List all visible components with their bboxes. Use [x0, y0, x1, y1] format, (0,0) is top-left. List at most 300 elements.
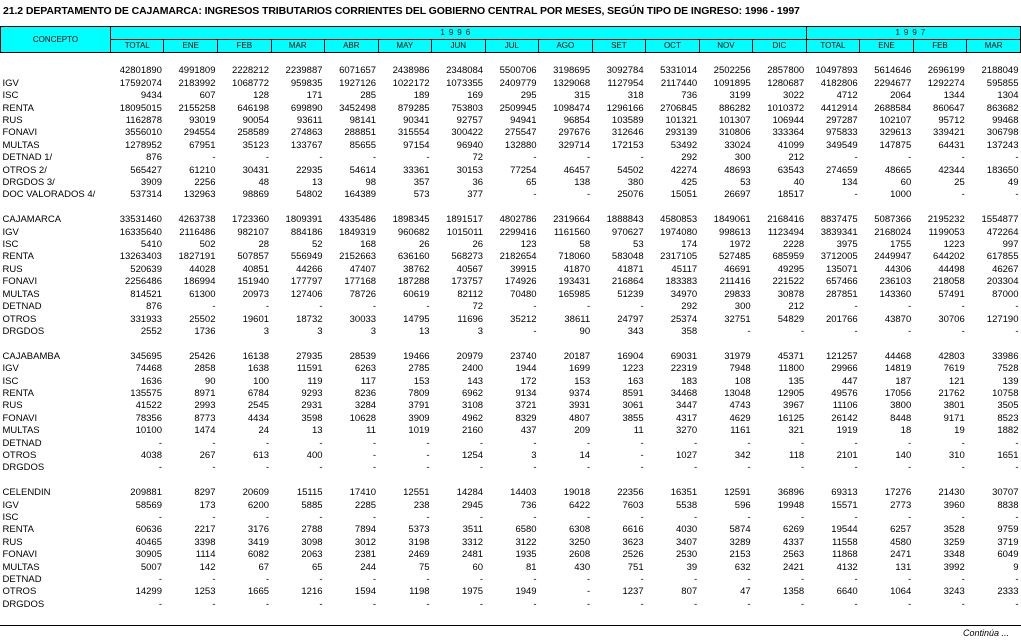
value-cell: - [854, 301, 858, 313]
table-row [1, 388, 1021, 400]
value-cell: - [908, 574, 912, 585]
value-cell: - [854, 598, 858, 610]
value-cell: - [533, 574, 537, 585]
value-cell: 9759 [997, 524, 1019, 536]
value-cell: 165985 [558, 288, 591, 300]
value-cell: 2116486 [179, 226, 216, 238]
value-cell: - [640, 437, 644, 449]
row-label: FONAVI [2, 276, 38, 288]
value-cell: 164389 [344, 189, 377, 201]
value-cell: 2064 [890, 90, 912, 102]
value-cell: - [747, 437, 751, 449]
value-cell: 2481 [461, 549, 484, 561]
value-cell: 3 [263, 325, 270, 337]
value-cell: 28539 [349, 350, 377, 362]
value-cell: 48693 [724, 164, 751, 176]
value-cell: 1665 [247, 586, 270, 598]
value-cell: 151940 [237, 276, 270, 288]
value-cell: - [908, 325, 912, 337]
value-cell: - [533, 437, 537, 449]
value-cell: 60636 [135, 524, 162, 536]
value-cell: - [158, 511, 162, 523]
table-row [1, 289, 1021, 301]
value-cell: 1010372 [767, 102, 805, 114]
row-label: CAJABAMBA [2, 350, 61, 362]
value-cell: - [693, 462, 698, 474]
value-cell: 6049 [997, 549, 1019, 561]
value-cell: 132880 [504, 139, 537, 151]
value-cell: 863682 [986, 102, 1019, 114]
value-cell: 8773 [194, 412, 216, 424]
row-label: RUS [2, 263, 23, 275]
row-label: ISC [2, 239, 19, 251]
value-cell: 4317 [676, 412, 698, 424]
value-cell: 22935 [296, 164, 323, 176]
value-cell: 43870 [884, 313, 912, 325]
value-cell: 3122 [515, 536, 537, 548]
value-cell: 65 [526, 177, 537, 189]
value-cell: - [426, 462, 430, 474]
value-cell: 8591 [622, 387, 644, 399]
value-cell: 93019 [189, 115, 216, 127]
value-cell: 751 [627, 561, 644, 573]
row-label: RUS [2, 536, 23, 548]
value-cell: 1064 [890, 586, 912, 598]
value-cell: 7603 [622, 499, 644, 511]
value-cell: 1223 [622, 363, 644, 375]
value-cell: 4038 [140, 449, 162, 461]
value-cell: 34468 [670, 387, 698, 399]
row-label: IGV [2, 499, 19, 511]
value-cell: - [319, 511, 323, 523]
value-cell: - [747, 598, 751, 610]
year-1997-label: 1997 [895, 28, 930, 37]
value-cell: 6308 [568, 524, 591, 536]
value-cell: 60619 [403, 288, 430, 300]
value-cell: 1638 [247, 363, 270, 375]
row-label: IGV [2, 77, 19, 89]
value-cell: 173757 [451, 276, 484, 288]
value-cell: 3198 [408, 536, 430, 548]
value-cell: 2294677 [874, 77, 912, 89]
value-cell: 1882 [997, 425, 1019, 437]
value-cell: - [640, 598, 644, 610]
value-cell: 1123494 [767, 226, 805, 238]
table-row [1, 574, 1021, 586]
value-cell: 186994 [183, 276, 216, 288]
table-row [1, 264, 1021, 276]
value-cell: 96940 [456, 139, 484, 151]
value-cell: 1636 [140, 375, 162, 387]
value-cell: 5007 [140, 561, 162, 573]
value-cell: 209881 [130, 487, 162, 499]
value-cell: - [640, 449, 644, 461]
value-cell: - [479, 574, 484, 585]
table-row [1, 351, 1021, 363]
month-header-1997: ENE [860, 40, 914, 53]
value-cell: 54614 [349, 164, 377, 176]
value-cell: 118 [789, 449, 805, 461]
value-cell: 41522 [135, 400, 162, 412]
value-cell: 520639 [130, 263, 162, 275]
value-cell: 168 [360, 239, 377, 251]
value-cell: 1292274 [927, 77, 965, 89]
value-cell: 3909 [140, 177, 162, 189]
value-cell: 329613 [879, 127, 912, 139]
value-cell: - [908, 511, 912, 523]
value-cell: 238 [413, 499, 430, 511]
value-cell: 3199 [729, 90, 751, 102]
value-cell: 975833 [826, 127, 858, 139]
value-cell: 15571 [831, 499, 858, 511]
value-cell: 19948 [777, 499, 805, 511]
table-row [1, 450, 1021, 462]
table-row [1, 127, 1021, 139]
value-cell: - [801, 325, 805, 337]
value-cell: 333364 [772, 127, 805, 139]
value-cell: 60 [472, 561, 484, 573]
value-cell: 22319 [670, 363, 698, 375]
value-cell: 90341 [403, 115, 430, 127]
value-cell: 2239887 [285, 65, 323, 77]
value-cell: 879285 [397, 102, 430, 114]
value-cell: 699890 [290, 102, 323, 114]
value-cell: 5885 [301, 499, 323, 511]
value-cell: - [801, 574, 805, 585]
value-cell: 9374 [568, 387, 591, 399]
value-cell: - [533, 325, 537, 337]
value-cell: 5874 [729, 524, 751, 536]
row-label: OTROS [2, 313, 37, 325]
value-cell: 49295 [777, 263, 805, 275]
table-row [1, 301, 1021, 313]
value-cell: 1827191 [178, 251, 216, 263]
value-cell: - [693, 437, 698, 449]
value-cell: 44498 [938, 263, 965, 275]
value-cell: 52 [311, 239, 323, 251]
value-cell: 72 [472, 301, 484, 313]
value-cell: 1296166 [606, 102, 644, 114]
month-header-1996: DIC [753, 40, 807, 53]
value-cell: 345695 [130, 350, 162, 362]
value-cell: 292 [681, 152, 698, 164]
value-cell: - [961, 152, 965, 164]
table-row [1, 115, 1021, 127]
value-cell: 2256486 [125, 276, 162, 288]
value-cell: - [908, 437, 912, 449]
value-cell: 437 [520, 425, 537, 437]
value-cell: 70480 [510, 288, 537, 300]
value-cell: - [1015, 325, 1019, 337]
value-cell: 74468 [135, 363, 162, 375]
value-cell: 3176 [247, 524, 270, 536]
value-cell: 221522 [772, 276, 805, 288]
value-cell: 53492 [670, 139, 698, 151]
value-cell: - [640, 462, 644, 474]
value-cell: - [801, 598, 805, 610]
value-cell: 5410 [140, 239, 162, 251]
value-cell: 507857 [237, 251, 270, 263]
value-cell: - [372, 301, 377, 313]
value-cell: 216864 [611, 276, 644, 288]
value-cell: 1975 [461, 586, 484, 598]
value-cell: 2785 [408, 363, 430, 375]
value-cell: 6580 [515, 524, 537, 536]
section-spacer [1, 53, 1021, 66]
value-cell: 11591 [296, 363, 323, 375]
value-cell: - [319, 152, 323, 164]
value-cell: 244 [360, 561, 377, 573]
value-cell: - [372, 152, 377, 164]
value-cell: - [265, 511, 270, 523]
value-cell: 17592074 [119, 77, 162, 89]
value-cell: 38611 [564, 313, 591, 325]
value-cell: 1027 [676, 449, 698, 461]
value-cell: 2438986 [392, 65, 430, 77]
value-cell: - [426, 301, 430, 313]
value-cell: - [533, 301, 537, 313]
value-cell: 595855 [986, 77, 1019, 89]
row-label: RENTA [2, 387, 34, 399]
value-cell: 35123 [242, 139, 270, 151]
value-cell: 18 [900, 425, 912, 437]
value-cell: 1198 [409, 586, 430, 598]
month-header-1996: MAY [378, 40, 432, 53]
value-cell: 128 [253, 90, 270, 102]
value-cell: 1888843 [606, 214, 644, 226]
row-label: DOC VALORADOS 4/ [2, 189, 96, 201]
value-cell: 90 [579, 325, 591, 337]
value-cell: 537314 [130, 189, 162, 201]
table-row [1, 314, 1021, 326]
value-cell: 8236 [354, 387, 377, 399]
section-spacer [1, 338, 1021, 350]
value-cell: 82112 [457, 288, 484, 300]
value-cell: 12551 [403, 487, 430, 499]
table-row [1, 90, 1021, 102]
table-row [1, 152, 1021, 164]
value-cell: 42803 [938, 350, 965, 362]
row-label: OTROS 2/ [2, 164, 47, 176]
value-cell: 3 [477, 325, 484, 337]
value-cell: 2160 [461, 425, 484, 437]
value-cell: 98869 [242, 189, 270, 201]
value-cell: 3598 [301, 412, 323, 424]
value-cell: 8971 [194, 387, 216, 399]
value-cell: 218058 [933, 276, 965, 288]
value-cell: 45371 [777, 350, 805, 362]
value-cell: 26 [418, 239, 430, 251]
value-cell: 19 [954, 425, 965, 437]
value-cell: 300422 [451, 127, 484, 139]
value-cell: 315554 [397, 127, 430, 139]
value-cell: 339421 [933, 127, 965, 139]
value-cell: - [372, 437, 377, 449]
row-label: OTROS [2, 586, 37, 598]
value-cell: 860647 [933, 102, 965, 114]
value-cell: 1237 [622, 586, 644, 598]
value-cell: 11 [366, 425, 377, 437]
value-cell: 685959 [772, 251, 805, 263]
row-label: DRGDOS [2, 462, 45, 474]
value-cell: 297287 [826, 115, 858, 127]
table-row [1, 524, 1021, 536]
value-cell: 258589 [237, 127, 270, 139]
value-cell: 4030 [676, 524, 698, 536]
value-cell: 121257 [826, 350, 858, 362]
value-cell: 2317105 [660, 251, 698, 263]
value-cell: 8297 [194, 487, 216, 499]
value-cell: 183 [681, 375, 698, 387]
value-cell: - [212, 437, 216, 449]
month-header-1996: ABR [325, 40, 379, 53]
row-label: CELENDIN [2, 487, 51, 499]
row-label: DETNAD [2, 301, 42, 313]
value-cell: 4434 [247, 412, 270, 424]
value-cell: 9 [1013, 561, 1019, 573]
value-cell: 25502 [189, 313, 216, 325]
value-cell: 527485 [718, 251, 751, 263]
value-cell: 63543 [777, 164, 805, 176]
value-cell: 147875 [879, 139, 912, 151]
row-label: ISC [2, 90, 19, 102]
value-cell: 19466 [403, 350, 430, 362]
value-cell: 2552 [140, 325, 162, 337]
value-cell: 95712 [938, 115, 965, 127]
value-cell: 9293 [301, 387, 323, 399]
value-cell: 35212 [510, 313, 537, 325]
value-cell: 98 [365, 177, 377, 189]
value-cell: 39 [686, 561, 698, 573]
value-cell: 6200 [247, 499, 270, 511]
table-row [1, 65, 1021, 77]
value-cell: 7528 [997, 363, 1019, 375]
value-cell: 12905 [777, 387, 805, 399]
value-cell: 636160 [397, 251, 430, 263]
row-label: RUS [2, 115, 23, 127]
value-cell: 101321 [665, 115, 698, 127]
value-cell: 33531460 [119, 214, 162, 226]
value-cell: - [372, 462, 377, 474]
value-cell: 310 [948, 449, 965, 461]
value-cell: 1594 [354, 586, 377, 598]
value-cell: - [426, 574, 430, 585]
value-cell: 300 [734, 152, 751, 164]
value-cell: 807 [681, 586, 698, 598]
value-cell: 2945 [461, 499, 484, 511]
value-cell: 132963 [183, 189, 216, 201]
spacer-cell [1, 338, 1021, 350]
value-cell: 380 [627, 177, 644, 189]
table-row [1, 512, 1021, 524]
row-label: RENTA [2, 524, 34, 536]
value-cell: 41870 [563, 263, 591, 275]
value-cell: 4802786 [499, 214, 537, 226]
value-cell: 1098474 [553, 102, 591, 114]
table-row [1, 103, 1021, 115]
value-cell: 18095015 [119, 102, 162, 114]
value-cell: 21762 [938, 387, 965, 399]
month-header-1996: SET [592, 40, 646, 53]
row-label: FONAVI [2, 412, 38, 424]
value-cell: 7809 [408, 387, 430, 399]
value-cell: 14284 [456, 487, 484, 499]
value-cell: 959835 [290, 77, 323, 89]
value-cell: 1358 [783, 586, 805, 598]
value-cell: 982107 [237, 226, 270, 238]
value-cell: 3098 [301, 536, 323, 548]
value-cell: 613 [253, 449, 270, 461]
value-cell: - [158, 574, 162, 585]
value-cell: 288851 [344, 127, 377, 139]
value-cell: - [961, 462, 965, 474]
value-cell: 15115 [296, 487, 323, 499]
value-cell: 10100 [135, 425, 162, 437]
value-cell: 1849319 [339, 226, 377, 238]
value-cell: 65 [311, 561, 323, 573]
value-cell: 1554877 [981, 214, 1019, 226]
value-cell: 3012 [354, 536, 377, 548]
value-cell: 2421 [783, 561, 805, 573]
value-cell: 58569 [135, 499, 162, 511]
value-cell: 400 [306, 449, 323, 461]
value-cell: 2931 [301, 400, 323, 412]
data-table [0, 26, 1021, 611]
value-cell: 34970 [670, 288, 698, 300]
value-cell: 1949 [515, 586, 537, 598]
value-cell: 3 [531, 449, 537, 461]
value-cell: 357 [413, 177, 430, 189]
value-cell: 4580 [890, 536, 912, 548]
value-cell: - [533, 598, 537, 610]
value-cell: 177797 [290, 276, 323, 288]
value-cell: 93611 [296, 115, 323, 127]
value-cell: 1278952 [125, 139, 162, 151]
value-cell: 430 [574, 561, 591, 573]
value-cell: 44468 [884, 350, 912, 362]
value-cell: - [426, 437, 430, 449]
value-cell: 1199053 [928, 226, 965, 238]
value-cell: 96854 [563, 115, 591, 127]
value-cell: 33361 [403, 164, 430, 176]
value-cell: - [426, 449, 430, 461]
value-cell: 6962 [461, 387, 484, 399]
value-cell: 174 [681, 239, 698, 251]
value-cell: 7894 [354, 524, 377, 536]
value-cell: - [693, 574, 698, 585]
value-cell: 10497893 [815, 65, 858, 77]
value-cell: 1127954 [607, 77, 644, 89]
value-cell: 1944 [515, 363, 537, 375]
value-cell: 4335486 [339, 214, 377, 226]
table-row [1, 586, 1021, 598]
value-cell: 57491 [938, 288, 965, 300]
value-cell: 46267 [992, 263, 1019, 275]
value-cell: 502 [199, 239, 216, 251]
value-cell: 18732 [296, 313, 323, 325]
value-cell: 6640 [836, 586, 858, 598]
value-cell: - [1015, 598, 1019, 610]
value-cell: 17056 [884, 387, 912, 399]
year-1996-label: 1996 [440, 28, 475, 37]
value-cell: 349549 [826, 139, 858, 151]
month-header-row [1, 40, 1021, 53]
value-cell: 736 [681, 90, 698, 102]
value-cell: - [265, 598, 270, 610]
value-cell: 2299416 [499, 226, 537, 238]
value-cell: 61300 [189, 288, 216, 300]
value-cell: 8329 [515, 412, 537, 424]
